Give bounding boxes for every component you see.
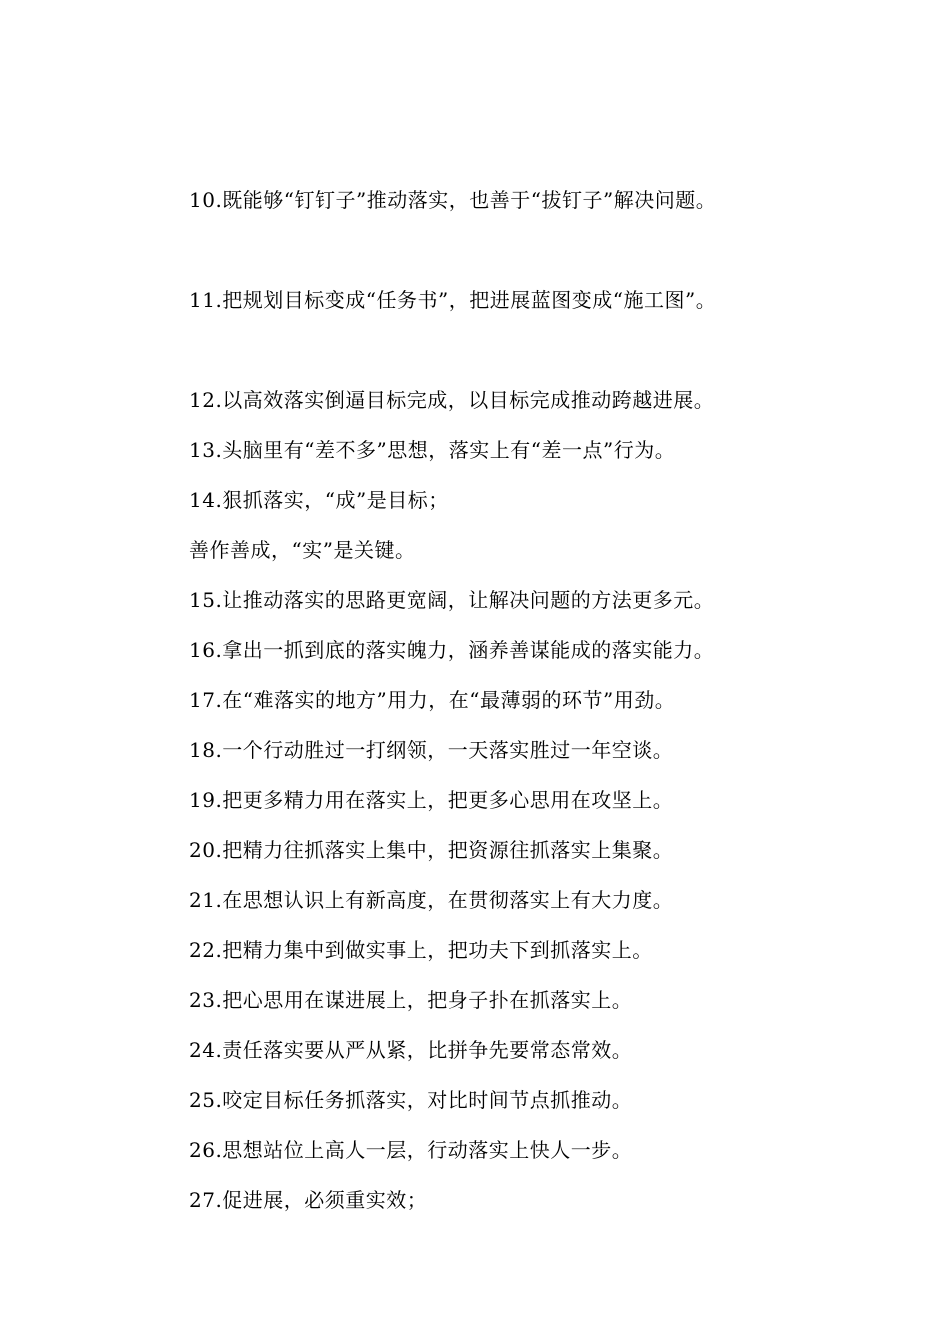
text-line: 14.狠抓落实，“成”是目标； [189,488,449,512]
text-line: 24.责任落实要从严从紧，比拼争先要常态常效。 [189,1038,633,1062]
text-line: 27.促进展，必须重实效； [189,1188,428,1212]
text-line: 13.头脑里有“差不多”思想，落实上有“差一点”行为。 [189,438,676,462]
text-line: 25.咬定目标任务抓落实，对比时间节点抓推动。 [189,1088,633,1112]
text-line: 22.把精力集中到做实事上，把功夫下到抓落实上。 [189,938,653,962]
text-line: 善作善成，“实”是关键。 [189,538,416,562]
text-line: 21.在思想认识上有新高度，在贯彻落实上有大力度。 [189,888,674,912]
text-line: 18.一个行动胜过一打纲领，一天落实胜过一年空谈。 [189,738,674,762]
text-line: 10.既能够“钉钉子”推动落实，也善于“拔钉子”解决问题。 [189,188,717,212]
text-line: 12.以高效落实倒逼目标完成，以目标完成推动跨越进展。 [189,388,715,412]
text-line: 26.思想站位上高人一层，行动落实上快人一步。 [189,1138,633,1162]
text-line: 23.把心思用在谋进展上，把身子扑在抓落实上。 [189,988,633,1012]
text-line: 11.把规划目标变成“任务书”，把进展蓝图变成“施工图”。 [189,288,717,312]
text-line: 16.拿出一抓到底的落实魄力，涵养善谋能成的落实能力。 [189,638,715,662]
text-line: 17.在“难落实的地方”用力，在“最薄弱的环节”用劲。 [189,688,676,712]
text-line: 20.把精力往抓落实上集中，把资源往抓落实上集聚。 [189,838,674,862]
text-line: 15.让推动落实的思路更宽阔，让解决问题的方法更多元。 [189,588,715,612]
text-line: 19.把更多精力用在落实上，把更多心思用在攻坚上。 [189,788,674,812]
